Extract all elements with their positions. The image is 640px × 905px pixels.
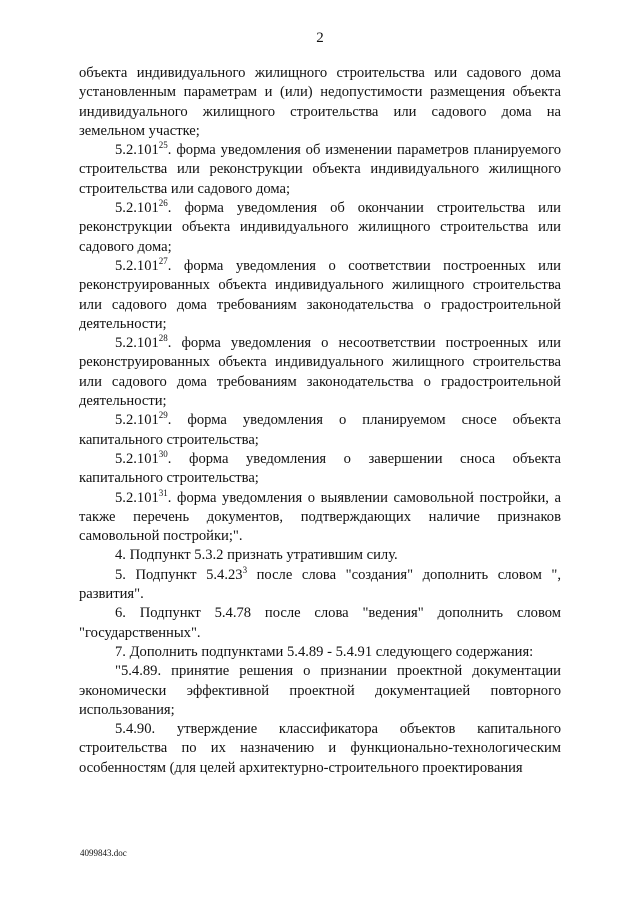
- paragraph-6: 5.2.101$^{30}$. форма уведомления о завершении сноса объекта капитального строительства;: [79, 448, 561, 487]
- document-body: [79, 64, 561, 778]
- paragraph-7: 5.2.101$^{31}$. форма уведомления о выявлении самовольной постройки, а также перечень документов, подтверждающих наличие признаков самовольной постройки;".: [79, 487, 561, 545]
- paragraph-5: 5.2.101$^{29}$. форма уведомления о планируемом сносе объекта капитального строительства;: [79, 410, 561, 448]
- paragraph-9: 5. Подпункт 5.4.23$^3$ после слова "создания" дополнить словом ", развития".: [79, 564, 561, 603]
- paragraph-8: 4. Подпункт 5.3.2 признать утратившим силу.: [115, 547, 398, 564]
- paragraph-12: "5.4.89. принятие решения о признании проектной документации экономически эффективной проектной документацией повторного использования;: [79, 663, 561, 718]
- paragraph-1: 5.2.101$^{25}$. форма уведомления об изменении параметров планируемого строительства или реконструкции объекта индивидуального жилищного строительства или садового дома;: [79, 140, 561, 197]
- document-footer-filename: 4099843.doc: [80, 848, 127, 858]
- paragraph-4: 5.2.101$^{28}$. форма уведомления о несоответствии построенных или реконструированных объекта индивидуального жилищного строительства или садового дома требованиям законодательства о градостроительной деятельности;: [79, 333, 561, 410]
- paragraph-0: объекта индивидуального жилищного строительства или садового дома установленным параметрам и (или) недопустимости размещения объекта индивидуального жилищного строительства или садового дома на земельном участке;: [79, 65, 561, 139]
- paragraph-2: 5.2.101$^{26}$. форма уведомления об окончании строительства или реконструкции объекта индивидуального жилищного строительства или садового дома;: [79, 198, 561, 255]
- page-number: 2: [316, 30, 324, 46]
- paragraph-13: 5.4.90. утверждение классификатора объектов капитального строительства по их назначению и функционально-технологическим особенностям (для целей архитектурно-строительного проектирования: [79, 721, 561, 776]
- paragraph-3: 5.2.101$^{27}$. форма уведомления о соответствии построенных или реконструированных объекта индивидуального жилищного строительства или садового дома требованиям законодательства о градостроительной деятельности;: [79, 255, 561, 332]
- paragraph-10: 6. Подпункт 5.4.78 после слова "ведения" дополнить словом "государственных".: [79, 605, 561, 641]
- paragraph-11: 7. Дополнить подпунктами 5.4.89 - 5.4.91 следующего содержания:: [115, 643, 534, 660]
